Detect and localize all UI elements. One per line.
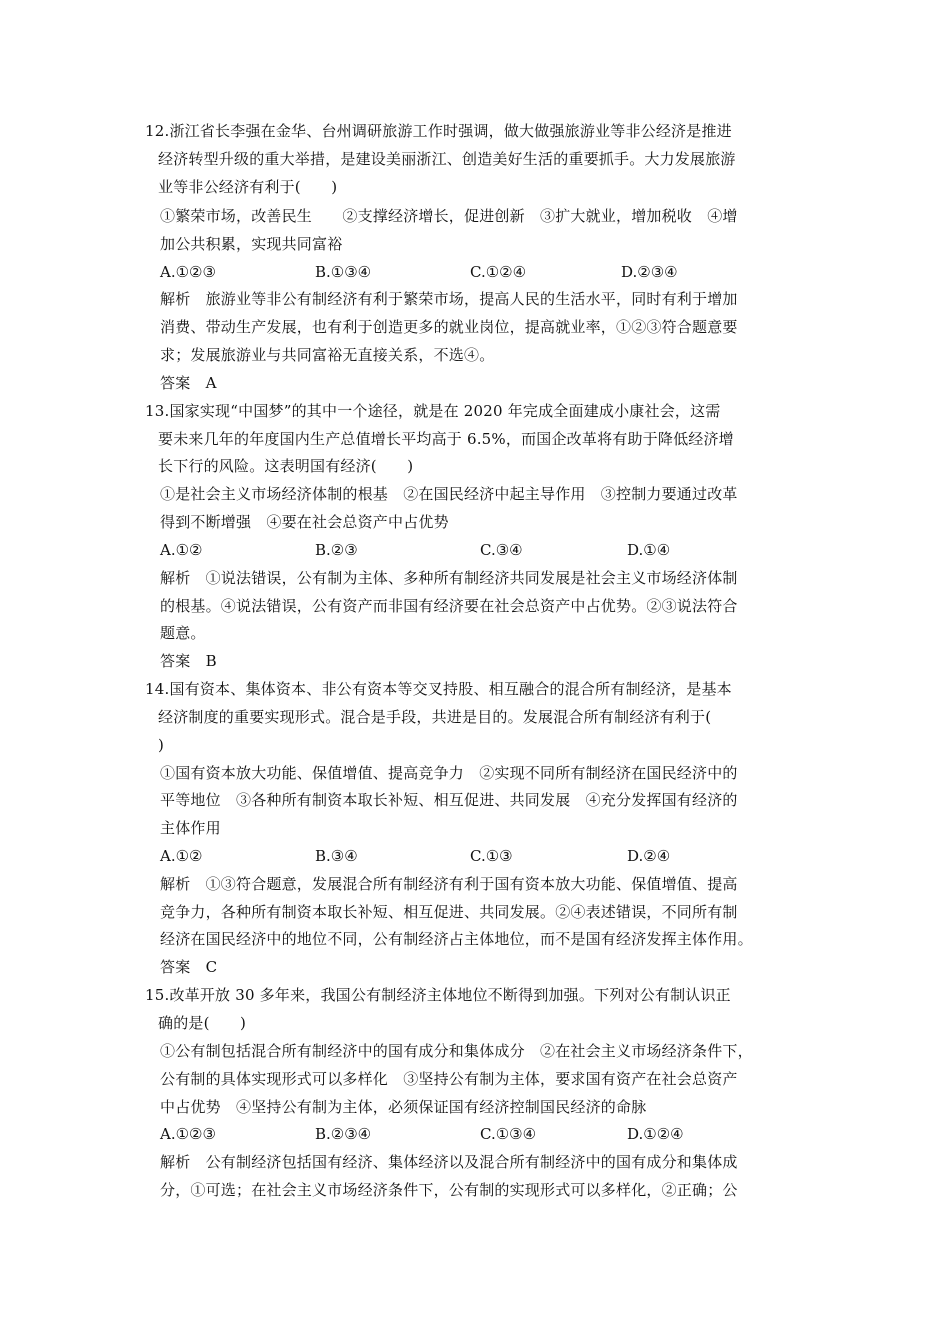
q12-items-line-2: 加公共积累，实现共同富裕	[160, 235, 343, 253]
q13-stem-line-3: 长下行的风险。这表明国有经济( )	[158, 457, 414, 475]
q15-items-line-1: ①公有制包括混合所有制经济中的国有成分和集体成分 ②在社会主义市场经济条件下，	[160, 1042, 753, 1060]
q15-stem-line-1: 15.改革开放 30 多年来，我国公有制经济主体地位不断得到加强。下列对公有制认识正	[145, 986, 731, 1004]
q12-stem-line-3: 业等非公经济有利于( )	[158, 178, 338, 196]
q14-items-line-1: ①国有资本放大功能、保值增值、提高竞争力 ②实现不同所有制经济在国民经济中的	[160, 764, 738, 782]
q13-option-d: D.①④	[627, 541, 671, 559]
q15-items-line-3: 中占优势 ④坚持公有制为主体，必须保证国有经济控制国民经济的命脉	[160, 1098, 647, 1116]
q13-items-line-1: ①是社会主义市场经济体制的根基 ②在国民经济中起主导作用 ③控制力要通过改革	[160, 485, 738, 503]
q12-stem-line-2: 经济转型升级的重大举措，是建设美丽浙江、创造美好生活的重要抓手。大力发展旅游	[158, 150, 736, 168]
q13-analysis-line-2: 的根基。④说法错误，公有资产而非国有经济要在社会总资产中占优势。②③说法符合	[160, 597, 738, 615]
q14-analysis-line-2: 竞争力，各种所有制资本取长补短、相互促进、共同发展。②④表述错误，不同所有制	[160, 903, 738, 921]
q13-option-c: C.③④	[480, 541, 523, 559]
q12-analysis-line-3: 求；发展旅游业与共同富裕无直接关系，不选④。	[160, 346, 495, 364]
q14-items-line-3: 主体作用	[160, 819, 221, 837]
q14-stem-line-2: 经济制度的重要实现形式。混合是手段，共进是目的。发展混合所有制经济有利于(	[158, 708, 712, 726]
q13-analysis-line-1: 解析 ①说法错误，公有制为主体、多种所有制经济共同发展是社会主义市场经济体制	[160, 569, 738, 587]
q13-analysis-line-3: 题意。	[160, 624, 206, 642]
q14-items-line-2: 平等地位 ③各种所有制资本取长补短、相互促进、共同发展 ④充分发挥国有经济的	[160, 791, 738, 809]
q13-stem-line-2: 要未来几年的年度国内生产总值增长平均高于 6.5%，而国企改革将有助于降低经济增	[158, 430, 734, 448]
q13-answer: 答案 B	[160, 652, 217, 670]
q12-option-b: B.①③④	[315, 263, 372, 281]
q14-option-d: D.②④	[627, 847, 671, 865]
q15-option-a: A.①②③	[160, 1125, 216, 1143]
q12-option-d: D.②③④	[621, 263, 678, 281]
q12-stem-line-1: 12.浙江省长李强在金华、台州调研旅游工作时强调，做大做强旅游业等非公经济是推进	[145, 122, 732, 140]
q14-analysis-line-1: 解析 ①③符合题意，发展混合所有制经济有利于国有资本放大功能、保值增值、提高	[160, 875, 738, 893]
q12-analysis-line-1: 解析 旅游业等非公有制经济有利于繁荣市场，提高人民的生活水平，同时有利于增加	[160, 290, 738, 308]
q12-answer: 答案 A	[160, 374, 217, 392]
q15-items-line-2: 公有制的具体实现形式可以多样化 ③坚持公有制为主体，要求国有资产在社会总资产	[160, 1070, 738, 1088]
q14-analysis-line-3: 经济在国民经济中的地位不同，公有制经济占主体地位，而不是国有经济发挥主体作用。	[160, 930, 753, 948]
q15-option-b: B.②③④	[315, 1125, 372, 1143]
q13-items-line-2: 得到不断增强 ④要在社会总资产中占优势	[160, 513, 449, 531]
q12-option-c: C.①②④	[470, 263, 527, 281]
q14-option-b: B.③④	[315, 847, 358, 865]
q13-option-b: B.②③	[315, 541, 358, 559]
q15-option-d: D.①②④	[627, 1125, 684, 1143]
q15-analysis-line-2: 分，①可选；在社会主义市场经济条件下，公有制的实现形式可以多样化，②正确；公	[160, 1181, 738, 1199]
q12-option-a: A.①②③	[160, 263, 216, 281]
q15-analysis-line-1: 解析 公有制经济包括国有经济、集体经济以及混合所有制经济中的国有成分和集体成	[160, 1153, 738, 1171]
q14-stem-line-3: )	[158, 736, 165, 754]
q13-option-a: A.①②	[160, 541, 203, 559]
q15-stem-line-2: 确的是( )	[158, 1014, 247, 1032]
q12-analysis-line-2: 消费、带动生产发展，也有利于创造更多的就业岗位，提高就业率，①②③符合题意要	[160, 318, 738, 336]
q14-option-c: C.①③	[470, 847, 513, 865]
q14-option-a: A.①②	[160, 847, 203, 865]
q13-stem-line-1: 13.国家实现“中国梦”的其中一个途径，就是在 2020 年完成全面建成小康社会，这需	[145, 402, 721, 420]
q15-option-c: C.①③④	[480, 1125, 537, 1143]
q12-items-line-1: ①繁荣市场，改善民生 ②支撑经济增长，促进创新 ③扩大就业，增加税收 ④增	[160, 207, 738, 225]
q14-answer: 答案 C	[160, 958, 218, 976]
q14-stem-line-1: 14.国有资本、集体资本、非公有资本等交叉持股、相互融合的混合所有制经济，是基本	[145, 680, 732, 698]
